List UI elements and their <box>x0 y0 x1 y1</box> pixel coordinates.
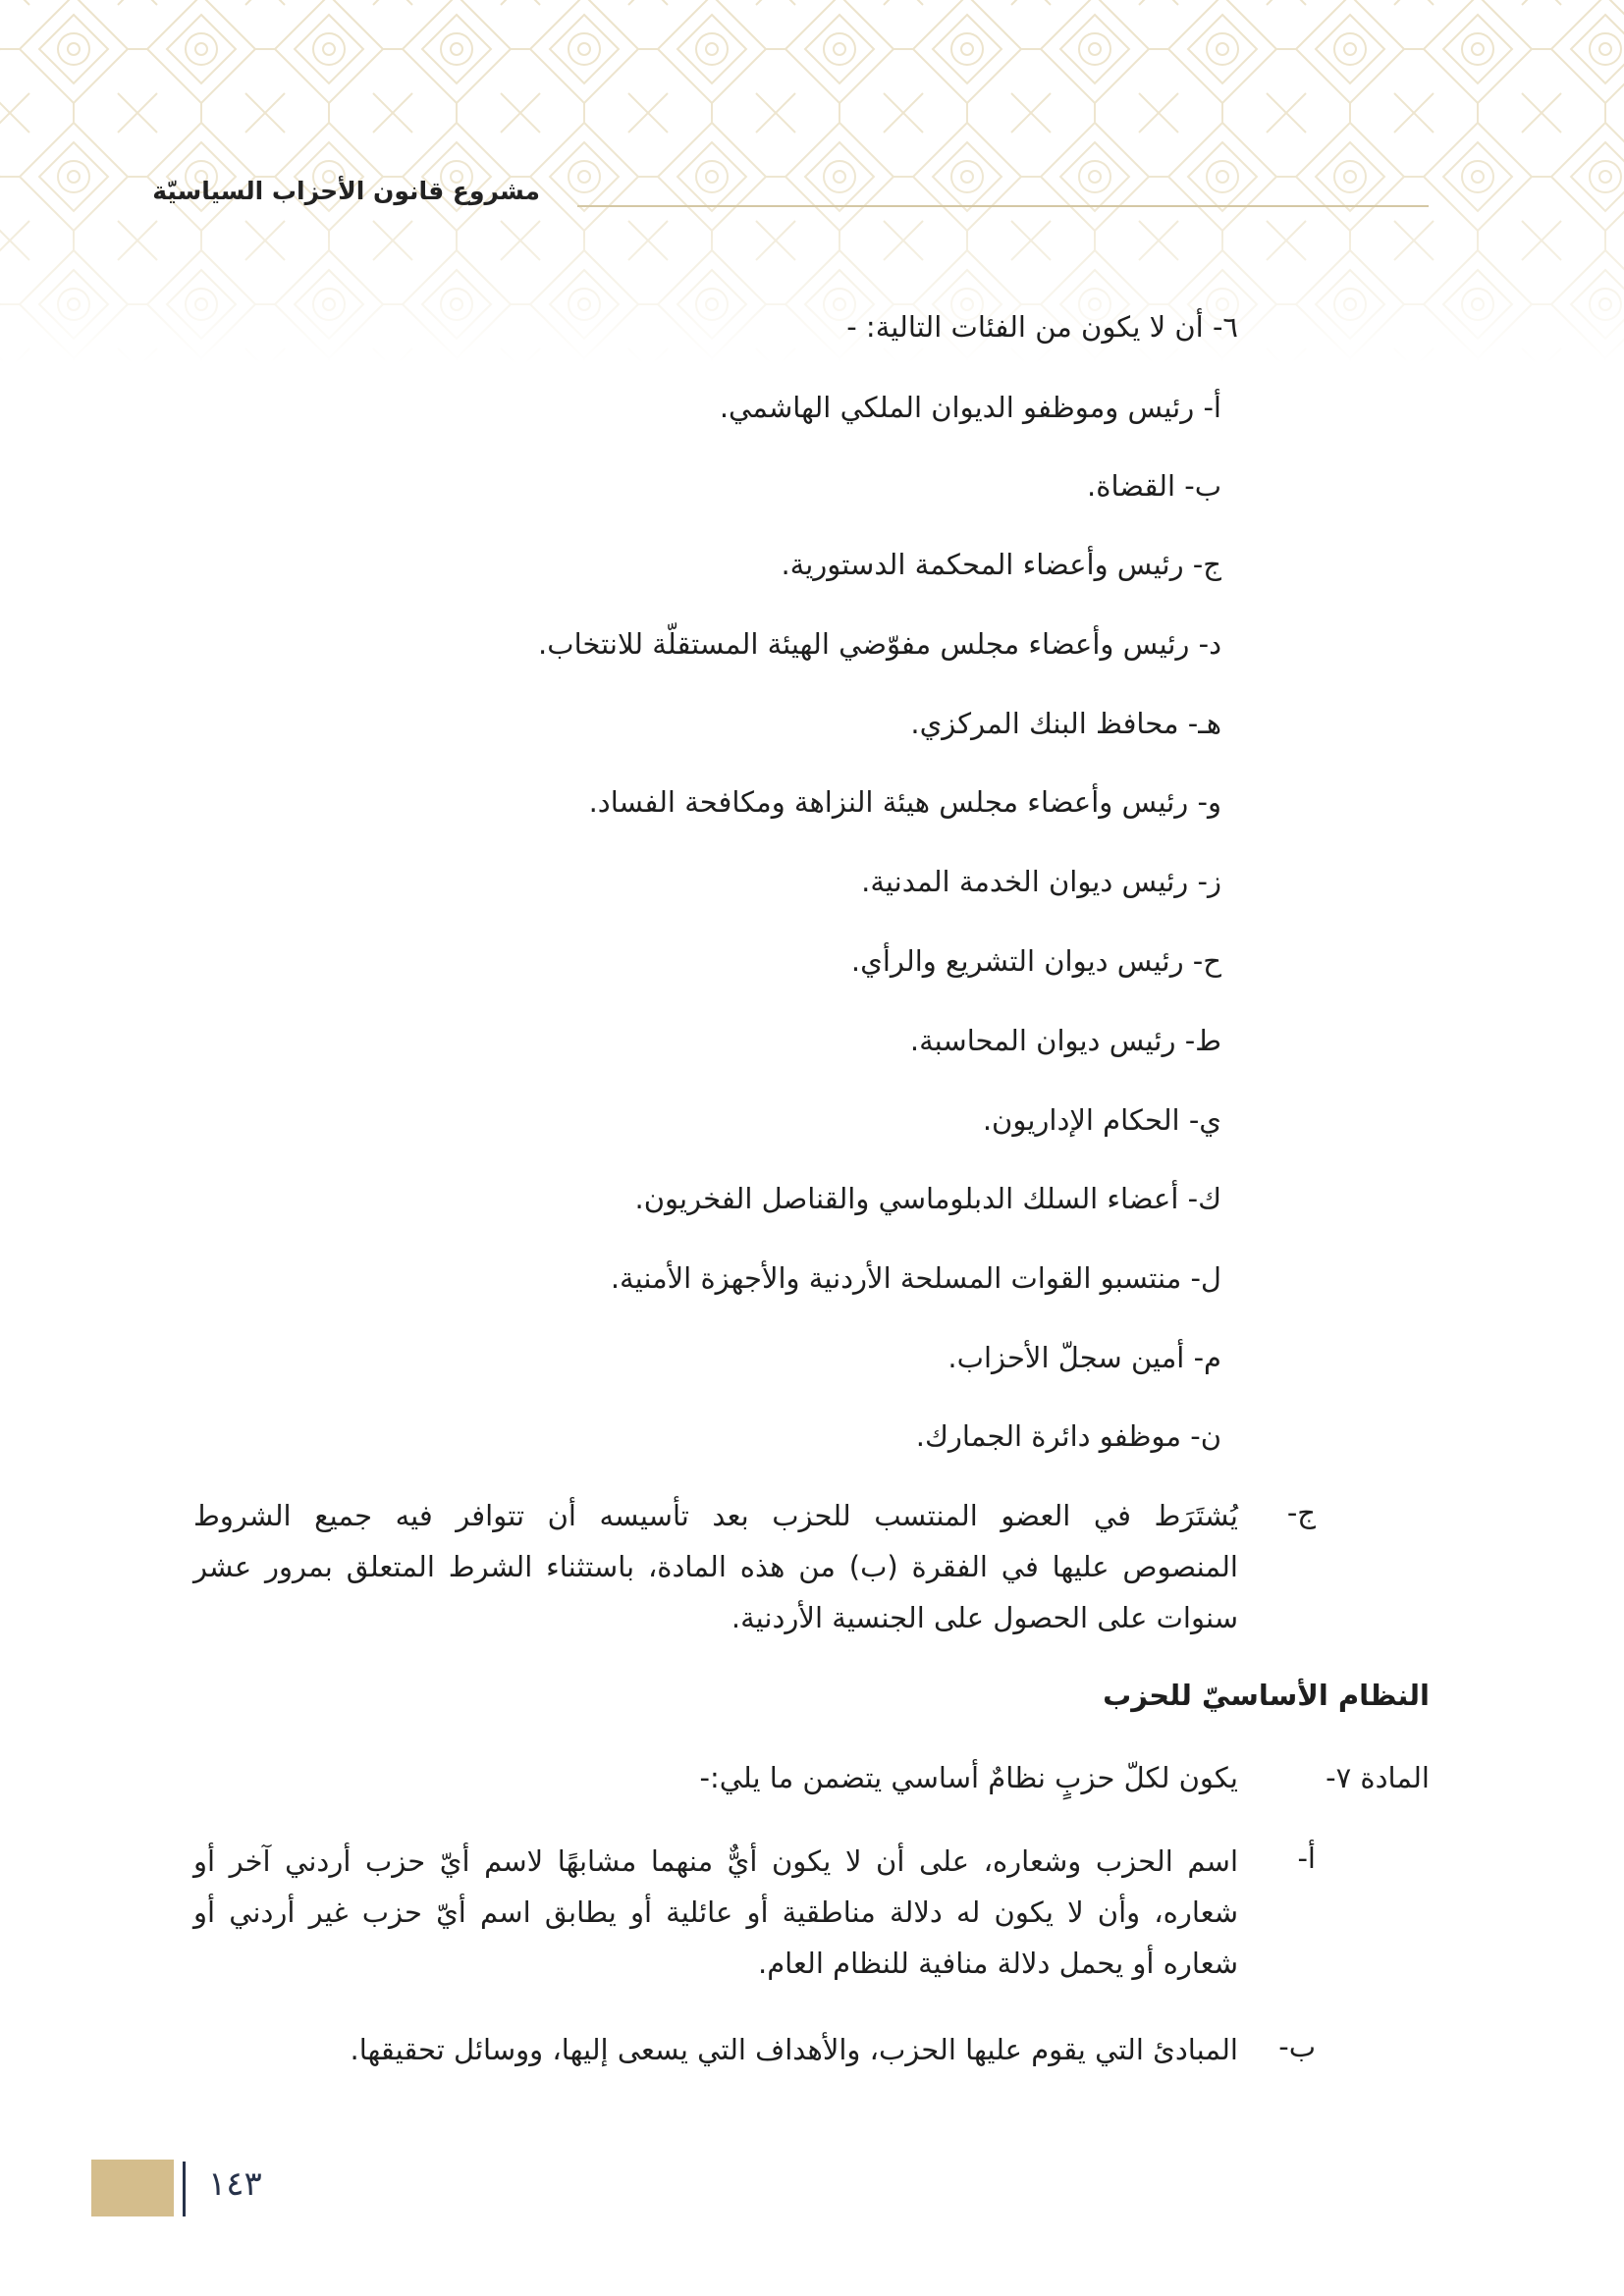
list-intro: ٦- أن لا يكون من الفئات التالية: - <box>846 310 1238 344</box>
list-item: ح- رئيس ديوان التشريع والرأي. <box>850 944 1221 978</box>
article-intro: يكون لكلّ حزبٍ نظامٌ أساسي يتضمن ما يلي:- <box>699 1761 1238 1794</box>
list-item: هـ- محافظ البنك المركزي. <box>910 707 1221 740</box>
point-label: أ- <box>1297 1842 1316 1875</box>
footer-divider <box>183 2162 186 2216</box>
list-item: ز- رئيس ديوان الخدمة المدنية. <box>861 865 1221 898</box>
footer-accent-block <box>91 2160 174 2216</box>
point-line: شعاره، وأن لا يكون له دلالة مناطقية أو عائلية أو يطابق اسم أيّ حزب غير أردني أو <box>193 1896 1238 1929</box>
list-item: ج- رئيس وأعضاء المحكمة الدستورية. <box>781 548 1221 581</box>
header-divider <box>577 205 1429 207</box>
paragraph-line: المنصوص عليها في الفقرة (ب) من هذه المادة، باستثناء الشرط المتعلق بمرور عشر <box>193 1550 1238 1583</box>
list-item: م- أمين سجلّ الأحزاب. <box>947 1341 1221 1374</box>
list-item: ل- منتسبو القوات المسلحة الأردنية والأجهزة الأمنية. <box>610 1261 1221 1295</box>
section-heading: النظام الأساسيّ للحزب <box>1103 1679 1430 1712</box>
list-item: أ- رئيس وموظفو الديوان الملكي الهاشمي. <box>719 391 1221 424</box>
list-item: ي- الحكام الإداريون. <box>982 1103 1221 1137</box>
list-item: د- رئيس وأعضاء مجلس مفوّضي الهيئة المستقلّة للانتخاب. <box>538 627 1221 661</box>
article-label: المادة ٧- <box>1326 1761 1430 1794</box>
point-label: ب- <box>1278 2030 1316 2063</box>
page-number: ١٤٣ <box>208 2164 262 2204</box>
paragraph-label: ج- <box>1286 1496 1316 1529</box>
running-header-title: مشروع قانون الأحزاب السياسيّة <box>152 177 540 205</box>
point-text <box>193 2024 1238 2075</box>
list-item: ك- أعضاء السلك الدبلوماسي والقناصل الفخريون. <box>634 1182 1221 1215</box>
point-text <box>193 1836 1238 1989</box>
paragraph-text <box>193 1490 1238 1643</box>
list-item: ن- موظفو دائرة الجمارك. <box>915 1419 1221 1453</box>
list-item: ط- رئيس ديوان المحاسبة. <box>909 1024 1221 1057</box>
paragraph-line: يُشتَرَط في العضو المنتسب للحزب بعد تأسيسه أن تتوافر فيه جميع الشروط <box>193 1499 1238 1532</box>
list-item: و- رئيس وأعضاء مجلس هيئة النزاهة ومكافحة الفساد. <box>588 785 1221 819</box>
point-line: اسم الحزب وشعاره، على أن لا يكون أيٌّ منهما مشابهًا لاسم أيّ حزب أردني آخر أو <box>193 1844 1238 1878</box>
point-line: شعاره أو يحمل دلالة منافية للنظام العام. <box>758 1947 1238 1980</box>
list-item: ب- القضاة. <box>1087 469 1221 503</box>
paragraph-line: سنوات على الحصول على الجنسية الأردنية. <box>731 1601 1238 1634</box>
point-line: المبادئ التي يقوم عليها الحزب، والأهداف التي يسعى إليها، ووسائل تحقيقها. <box>350 2033 1238 2066</box>
